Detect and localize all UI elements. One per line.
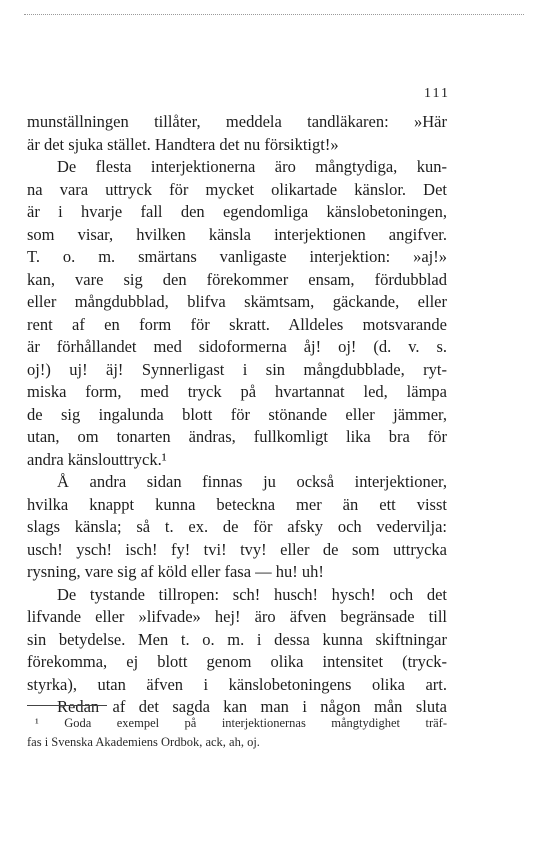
text-line: utan, om tonarten ändras, fullkomligt lika bra för (27, 427, 447, 446)
text-line: som visar, hvilken känsla interjektionen angifver. (27, 224, 447, 244)
top-dotted-rule (24, 14, 524, 15)
text-line: är förhållandet med sidoformerna åj! oj! (d. v. s. (27, 337, 447, 356)
text-line: är i hvarje fall den egendomliga känslobetoningen, (27, 202, 447, 221)
text-line: hvilka knappt kunna beteckna mer än ett visst (27, 494, 447, 514)
text-line: kan, vare sig den förekommer ensam, fördubblad (27, 269, 447, 289)
footnote-line: ¹ Goda exempel på interjektionernas mångtydighet träf- (35, 716, 447, 730)
footnote-line: fas i Svenska Akademiens Ordbok, ack, ah, oj. (27, 735, 260, 749)
text-line: oj!) uj! äj! Synnerligast i sin mångdubblade, ryt- (27, 359, 447, 379)
text-line: miska form, med tryck på hvartannat led, lämpa (27, 382, 447, 401)
footnote-rule (27, 705, 107, 706)
page-number: 111 (424, 86, 450, 101)
text-line: eller mångdubblad, blifva skämtsam, gäckande, eller (27, 292, 447, 311)
text-line: Å andra sidan finnas ju också interjektioner, (57, 472, 447, 491)
text-line: rysning, vare sig af köld eller fasa — hu! uh! (27, 562, 324, 581)
body-text (27, 111, 447, 719)
text-line: usch! ysch! isch! fy! tvi! tvy! eller de som uttrycka (27, 539, 447, 559)
text-line: rent af en form för skratt. Alldeles motsvarande (27, 314, 447, 334)
text-line: De tystande tillropen: sch! husch! hysch! och det (57, 584, 447, 604)
text-line: lifvande eller »lifvade» hej! äro äfven begränsade till (27, 607, 447, 626)
text-line: munställningen tillåter, meddela tandläkaren: »Här (27, 112, 447, 131)
text-line: slags känsla; så t. ex. de för afsky och vedervilja: (27, 517, 447, 536)
text-line: Redan af det sagda kan man i någon mån sluta (57, 697, 447, 716)
text-line: T. o. m. smärtans vanligaste interjektion: »aj!» (27, 247, 447, 266)
text-line: styrka), utan äfven i känslobetoningens olika art. (27, 674, 447, 694)
text-line: de sig ingalunda blott för stönande eller jämmer, (27, 404, 447, 424)
text-line: De flesta interjektionerna äro mångtydiga, kun- (57, 157, 447, 176)
text-line: andra känslouttryck.¹ (27, 449, 167, 469)
text-line: sin betydelse. Men t. o. m. i dessa kunna skiftningar (27, 629, 447, 649)
text-line: är det sjuka stället. Handtera det nu försiktigt!» (27, 134, 339, 154)
text-line: förekomma, ej blott genom olika intensitet (tryck- (27, 652, 447, 671)
footnotes (27, 714, 447, 752)
text-line: na vara uttryck för mycket olikartade känslor. Det (27, 179, 447, 199)
